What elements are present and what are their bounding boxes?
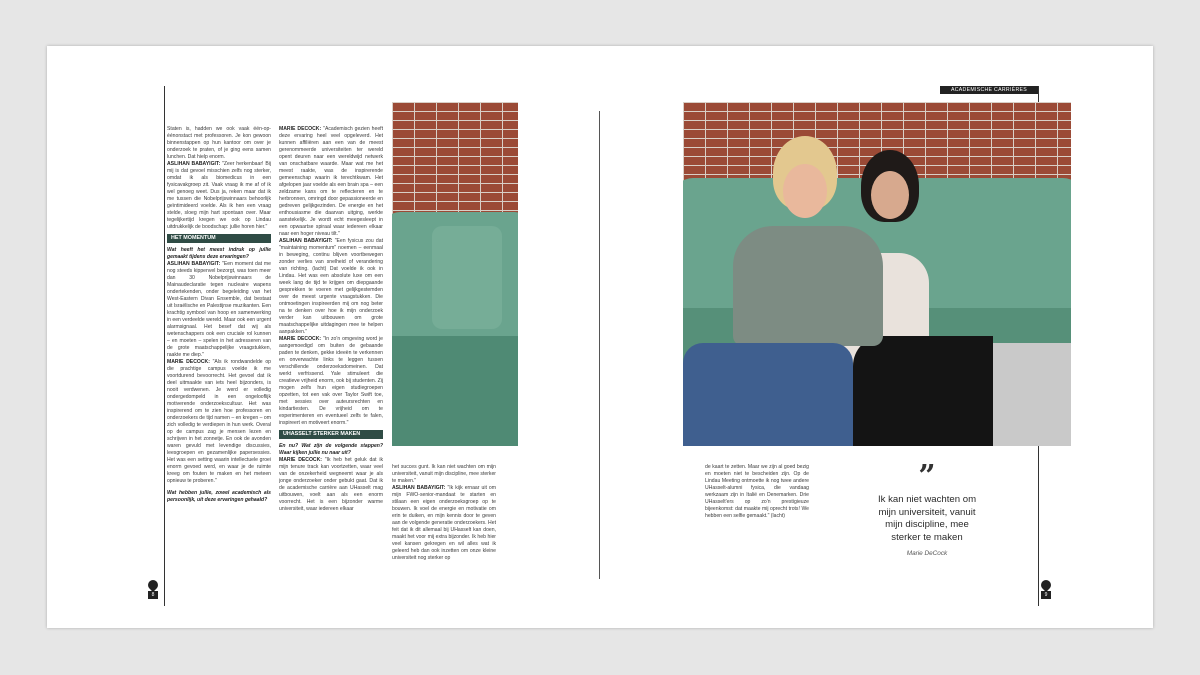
page-number-right: 9 — [1041, 580, 1051, 598]
gutter-rule — [599, 111, 600, 579]
quote-mark-icon: ” — [918, 459, 936, 494]
person-dark-hair-face — [871, 171, 909, 219]
section-heading-uhasselt: UHASSELT STERKER MAKEN — [279, 430, 383, 439]
person-blonde-sweater — [733, 226, 883, 346]
right-text-column-1 — [705, 464, 809, 544]
portrait-photo — [683, 102, 1071, 446]
paragraph: "Als ik rondwandelde op die prachtige campus voelde ik me voortdurend bevoorrecht. Het gevoel dat ik deel uitmaakte van iets heel bijzonders, is nooit verdwenen. Je werd er volledig ondergedompeld in een ongelooflijk motiverende onderzoekscultuur. Het was inspirerend om te zien hoe professoren en onderzoekers de tijd namen – en kregen – om zich volledig te verdiepen in hun werk. Overal op de campus zag je mensen lezen en schrijven in het zonnetje. En ook de avonden waren gevuld met levendige discussies, leesgroepen en gezamenlijke papersessies. Het was een setting waarin intellectuele groei enorm gevoed werd, en waar je de ruimte kreeg om fouten te maken en het meteen opnieuw te proberen." — [167, 359, 271, 484]
person-dark-hair-legs — [853, 336, 993, 446]
paragraph: "In zo'n omgeving word je aangemoedigd om buiten de gebaande paden te denken, gekke ideeën te verkennen en onverwachte links te leggen tussen verschillende onderzoeksdomeinen. Dat werkt verfrissend. Yale stimuleert die creatieve vrijheid enorm, ook bij studenten. Zij mogen zelfs hun eigen studiegroepen opzetten, tot een vak over Taylor Swift toe, met sessies over auteursrechten en kindartiesten. De vrijheid om te experimenteren en eventueel zelfs te falen, inspireert en motiveert enorm." — [279, 336, 383, 426]
speaker-name: MARIE DECOCK: — [279, 336, 322, 342]
paragraph: de kaart te zetten. Maar we zijn al goed bezig en moeten niet te bescheiden zijn. Op de Lindau Meeting ontmoette ik nog twee andere UHasselt-alumni fysica, die vandaag werkzaam zijn in Italië en Denemarken. Drie UHasselt'ers op zo'n prestigieuze bijeenkomst: dat maakte mij oprecht trots! We hebben een selfie gemaakt." (lacht) — [705, 464, 809, 519]
left-column-rule — [164, 86, 165, 606]
section-label-bar: ACADEMISCHE CARRIÈRES — [940, 86, 1038, 94]
sofa-seat — [392, 336, 518, 446]
sofa-photo-left — [392, 102, 518, 446]
section-heading-momentum: HET MOMENTUM — [167, 234, 271, 243]
floor — [983, 343, 1071, 446]
person-blonde-face — [783, 164, 827, 218]
paragraph: "Ik kijk ernaar uit om mijn FWO-senior-mandaat te starten en stilaan een eigen onderzoeksgroep op te bouwen. Ik voel de energie en motivatie om erin te duiken, en mijn kennis door te geven aan de volgende generatie onderzoekers. Het feit dat ik dit allemaal bij UHasselt kan doen, maakt het voor mij extra bijzonder. Ik heb hier veel kansen gekregen en wil alles wat ik geleerd heb dan ook inzetten om onze kleine universiteit nog sterker op — [392, 485, 496, 561]
magazine-spread — [47, 46, 1153, 628]
interview-question: Wat hebben jullie, zowel academisch als persoonlijk, uit deze ervaringen gehaald? — [167, 490, 271, 503]
paragraph: "Een fysicus zou dat "maintaining momentum" noemen – eenmaal in beweging, continu blijven voortbewegen zonder verlies van snelheid of verandering van richting. (lacht) Dat voelde ik ook in Lindau. Het was een absolute luxe om een week lang de tijd te krijgen om diepgaande gesprekken te voeren met gelijkgestemden over de meest urgente vraagstukken. Die ontmoetingen inspireerden mij om nog beter na te denken over hoe ik mijn onderzoek verder kan uitbouwen om grote maatschappelijke uitdagingen mee te helpen aanpakken." — [279, 238, 383, 335]
cushion — [432, 226, 502, 329]
interview-question: En nu? Wat zijn de volgende stappen? Waar kijken jullie nu naar uit? — [279, 443, 383, 456]
speaker-name: MARIE DECOCK: — [279, 126, 322, 132]
pull-quote — [857, 459, 997, 557]
brick-wall — [392, 102, 518, 226]
location-pin-icon — [146, 578, 160, 592]
left-text-column-1 — [167, 126, 271, 604]
speaker-name: ASLIHAN BABAYIGIT: — [167, 261, 221, 267]
paragraph: "Academisch gezien heeft deze ervaring heel veel opgeleverd. Het kunnen affiliëren aan een van de meest gerenommeerde universiteiten ter wereld opent deuren naar een wereldwijd netwerk van onschatbare waarde. Maar wat me het meest raakte, was de inspirerende gemeenschap waarin ik terechtkwam. Het afgelopen jaar voelde als een brain spa – een zeldzame kans om te reflecteren en te herbronnen, omringd door gepassioneerde en gedreven gelijkgezinden. De energie en het enthousiasme die daarvan uitging, werkte aanstekelijk. Je wordt echt meegesleept in een opwaartse spiraal waar iedereen elkaar naar een hoger niveau tilt." — [279, 126, 383, 237]
speaker-name: ASLIHAN BABAYIGIT: — [167, 161, 221, 167]
paragraph: Staten is, hadden we ook vaak één-op-éénonstact met professoren. Je kon gewoon binnenstappen op hun kantoor om over je onderzoek te praten, of je ging eens samen lunchen. Dat hielp enorm. — [167, 126, 271, 160]
speaker-name: ASLIHAN BABAYIGIT: — [279, 238, 333, 244]
paragraph: "Ik heb het geluk dat ik mijn tenure track kan voortzetten, waar veel van de onzekerheid wegneemt waar je als jonge onderzoeker onder gebukt gaat. Dat ik de academische carrière aan UHasselt mag uitbouwen, voelt aan als een enorm voorrecht. Het is een bijzonder warme universiteit, waar iedereen elkaar — [279, 457, 383, 512]
speaker-name: ASLIHAN BABAYIGIT: — [392, 485, 446, 491]
paragraph: het succes gunt. Ik kan niet wachten om mijn universiteit, vanuit mijn discipline, mee sterker te maken." — [392, 464, 496, 484]
speaker-name: MARIE DECOCK: — [279, 457, 322, 463]
left-text-column-2 — [279, 126, 383, 578]
person-blonde-jeans — [683, 343, 853, 446]
interview-question: Wat heeft het meest indruk op jullie gemaakt tijdens deze ervaringen? — [167, 247, 271, 260]
quote-text: Ik kan niet wachten om mijn universiteit, vanuit mijn discipline, mee sterker te maken — [877, 494, 977, 543]
location-pin-icon — [1039, 578, 1053, 592]
paragraph: "Een moment dat me nog steeds kippenvel bezorgt, was toen meer dan 30 Nobelprijswinnaars de Mainaudeclaratie tegen nucleaire wapens ondertekenden, onder begeleiding van het West-Eastern Divan Ensemble, dat bestaat uit Israëlische en Palestijnse muzikanten. Een krachtig symbool van hoop en samenwerking in een verdeelde wereld. Maar ook een urgent alarmsignaal. Het besef dat wij als wetenschappers ook een cruciale rol kunnen – en moeten – spelen in het adresseren van de grote maatschappelijke vraagstukken, raakte me diep." — [167, 261, 271, 358]
speaker-name: MARIE DECOCK: — [167, 359, 210, 365]
quote-attribution: Marie DeCock — [906, 550, 948, 557]
left-text-column-3 — [392, 464, 496, 576]
paragraph: "Zeer herkenbaar! Bij mij is dat gevoel misschien zelfs nog sterker, omdat ik als biomedicus in een fysicavakgroep zit. Vaak vraag ik me af of ik wel genoeg weet. Dus ja, reken maar dat ik me tussen die Nobelprijswinnaars behoorlijk geïntimideerd voelde. Als ik hen een vraag stelde, sloeg mijn hart spontaan over. Maar tegelijkertijd kregen we ook op Lindau uitdrukkelijk de boodschap: jullie horen hier." — [167, 161, 271, 230]
page-number-left: 8 — [148, 580, 158, 598]
